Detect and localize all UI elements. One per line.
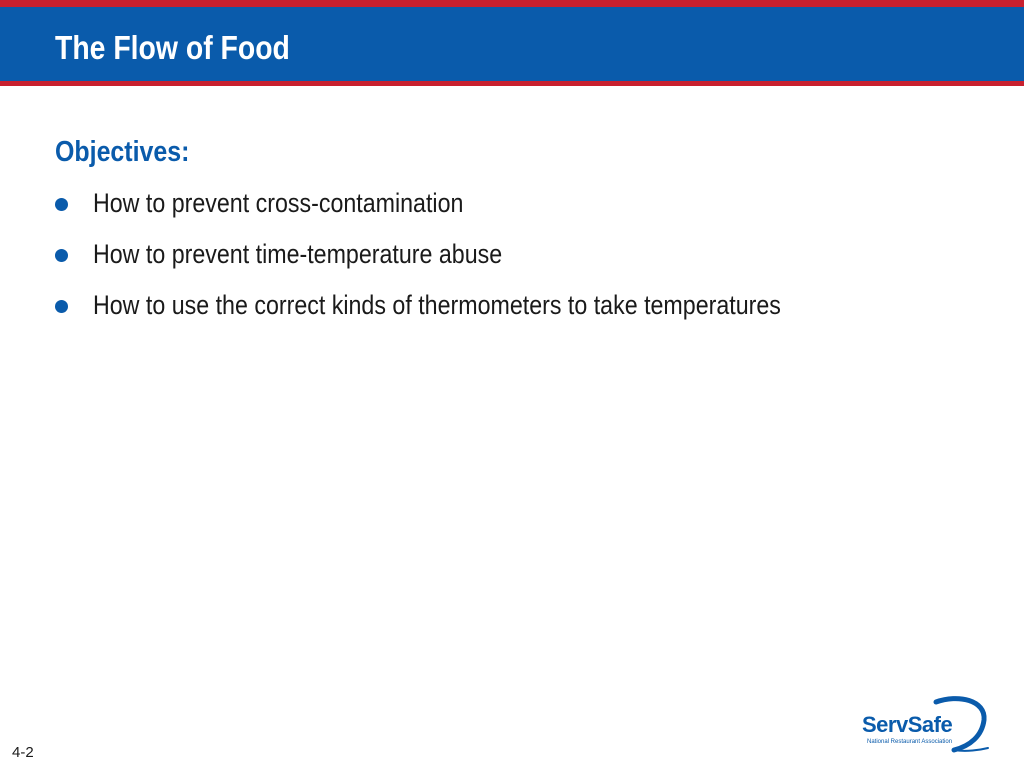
objectives-heading: Objectives: <box>55 136 190 168</box>
bullet-text: How to prevent cross-contamination <box>93 188 464 218</box>
top-red-stripe <box>0 0 1024 7</box>
page-number: 4-2 <box>12 744 34 761</box>
bullet-dot-icon <box>55 198 68 211</box>
logo-subtitle: National Restaurant Association <box>867 739 953 745</box>
bullet-text: How to prevent time-temperature abuse <box>93 239 503 269</box>
bullet-dot-icon <box>55 300 68 313</box>
list-item <box>55 287 893 338</box>
bullet-dot-icon <box>55 249 68 262</box>
header-red-stripe <box>0 81 1024 86</box>
servsafe-logo <box>858 694 992 756</box>
list-item <box>55 236 893 287</box>
logo-wordmark: ServSafe <box>862 712 953 737</box>
slide-title: The Flow of Food <box>55 29 290 66</box>
bullet-text: How to use the correct kinds of thermometers to take temperatures <box>93 290 781 320</box>
objectives-list <box>55 185 893 338</box>
list-item <box>55 185 893 236</box>
